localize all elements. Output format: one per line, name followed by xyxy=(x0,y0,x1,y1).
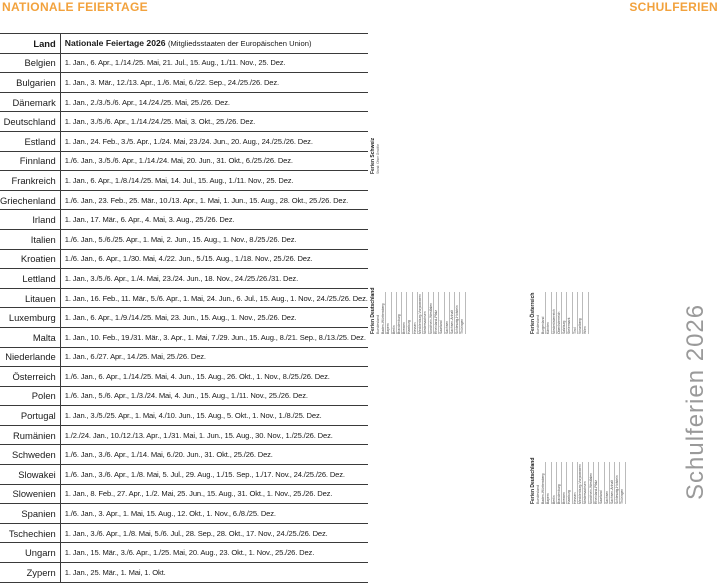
section-header-school-holidays: SCHULFERIEN xyxy=(629,0,718,14)
country-name: Finnland xyxy=(0,151,60,171)
national-holidays-table xyxy=(0,33,368,583)
country-name: Kroatien xyxy=(0,249,60,269)
holiday-dates: 1. Jan., 17. Mär., 6. Apr., 4. Mai, 3. Aug., 25./26. Dez. xyxy=(60,210,367,230)
country-name: Litauen xyxy=(0,288,60,308)
column-header-title: Nationale Feiertage 2026 xyxy=(64,38,166,49)
country-name: Polen xyxy=(0,386,60,406)
table-row xyxy=(0,465,368,485)
state-name: Hamburg xyxy=(567,462,572,504)
state-name: Nordrhein-Westfalen xyxy=(428,292,433,334)
school-holidays-sheet xyxy=(360,30,718,514)
country-name: Deutschland xyxy=(0,112,60,132)
austria-title: Ferien Österreich xyxy=(530,292,536,334)
state-name: Tirol xyxy=(572,292,577,334)
austria-table xyxy=(541,292,589,334)
state-name: Sachsen xyxy=(604,462,609,504)
holiday-dates: 1. Jan., 16. Feb., 11. Mär., 5./6. Apr., 1. Mai, 24. Jun., 6. Jul., 15. Aug., 1. Nov., 24./25./26. Dez. xyxy=(60,288,367,308)
state-name: Oberösterreich xyxy=(556,292,561,334)
state-name: Bayern xyxy=(386,292,391,334)
state-name: Sachsen xyxy=(444,292,449,334)
switzerland-title: Ferien Schweiz xyxy=(370,137,376,174)
country-name: Tschechien xyxy=(0,523,60,543)
austria-block xyxy=(530,184,589,334)
state-name: Mecklenburg-Vorpommern xyxy=(418,292,423,334)
holiday-dates: 1. Jan., 25. Mär., 1. Mai, 1. Okt. xyxy=(60,563,367,583)
table-row xyxy=(0,543,368,563)
country-name: Slowenien xyxy=(0,484,60,504)
state-name: Hessen xyxy=(572,462,577,504)
table-row xyxy=(0,327,368,347)
country-name: Luxemburg xyxy=(0,308,60,328)
state-name: Thüringen xyxy=(460,292,465,334)
table-row xyxy=(0,53,368,73)
column-header-land: Land xyxy=(0,34,60,54)
table-row xyxy=(0,288,368,308)
country-name: Schweden xyxy=(0,445,60,465)
holiday-dates: 1./6. Jan., 6. Apr., 1./14./25. Mai, 4. Jun., 15. Aug., 26. Okt., 1. Nov., 8./25./26. Dez. xyxy=(60,367,367,387)
holiday-dates: 1. Jan., 8. Feb., 27. Apr., 1./2. Mai, 25. Jun., 15. Aug., 31. Okt., 1. Nov., 25./26. Dez. xyxy=(60,484,367,504)
holiday-dates: 1./2./24. Jan., 10./12./13. Apr., 1./31. Mai, 1. Jun., 15. Aug., 30. Nov., 1./25./26. Dez. xyxy=(60,425,367,445)
country-name: Frankreich xyxy=(0,171,60,191)
holiday-dates: 1. Jan., 2./3./5./6. Apr., 14./24./25. Mai, 25./26. Dez. xyxy=(60,92,367,112)
holiday-dates: 1./6. Jan., 3./6. Apr., 1./8. Mai, 5. Jul., 29. Aug., 1./15. Sep., 1./17. Nov., 24./25./26. Dez. xyxy=(60,465,367,485)
state-name: Kärnten xyxy=(546,292,551,334)
holiday-dates: 1. Jan., 6. Apr., 1./14./25. Mai, 21. Jul., 15. Aug., 1./11. Nov., 25. Dez. xyxy=(60,53,367,73)
state-name: Salzburg xyxy=(562,292,567,334)
state-name: Niederösterreich xyxy=(551,292,556,334)
country-name: Spanien xyxy=(0,504,60,524)
table-header-row xyxy=(0,34,368,54)
list-item xyxy=(460,292,465,334)
table-row xyxy=(0,484,368,504)
list-item xyxy=(418,292,423,334)
state-name: Steiermark xyxy=(567,292,572,334)
table-row xyxy=(0,367,368,387)
list-item xyxy=(620,462,625,504)
table-row xyxy=(0,269,368,289)
table-row xyxy=(0,406,368,426)
country-name: Malta xyxy=(0,327,60,347)
holiday-dates: 1./6. Jan., 6. Apr., 1./30. Mai, 4./22. Jun., 5./15. Aug., 1./18. Nov., 25./26. Dez. xyxy=(60,249,367,269)
germany-title-2: Ferien Deutschland xyxy=(530,457,536,504)
country-name: Zypern xyxy=(0,563,60,583)
state-name: Sachsen-Anhalt xyxy=(609,462,614,504)
state-name: Nordrhein-Westfalen xyxy=(588,462,593,504)
table-row xyxy=(0,210,368,230)
holiday-dates: 1. Jan., 3./6. Apr., 1./8. Mai, 5./6. Jul., 28. Sep., 28. Okt., 17. Nov., 24./25./26. Dez. xyxy=(60,523,367,543)
state-name: Schleswig-Holstein xyxy=(615,462,620,504)
holiday-dates: 1./6. Jan., 5./6. Apr., 1./3./24. Mai, 4. Jun., 15. Aug., 1./11. Nov., 25./26. Dez. xyxy=(60,386,367,406)
table-row xyxy=(0,563,368,583)
germany-table xyxy=(381,292,466,334)
state-name: Schleswig-Holstein xyxy=(455,292,460,334)
holiday-dates: 1. Jan., 10. Feb., 19./31. Mär., 3. Apr., 1. Mai, 7./29. Jun., 15. Aug., 8./21. Sep., 8./13./25. Dez. xyxy=(60,327,367,347)
state-name: Niedersachsen xyxy=(423,292,428,334)
table-row xyxy=(0,190,368,210)
rotated-sheet-content xyxy=(360,30,718,514)
state-name: Sachsen-Anhalt xyxy=(449,292,454,334)
state-name: Bremen xyxy=(562,462,567,504)
table-row xyxy=(0,249,368,269)
table-row xyxy=(0,504,368,524)
holidays-table-body xyxy=(0,53,368,582)
state-name: Baden-Württemberg xyxy=(541,462,546,504)
germany-block-2 xyxy=(530,354,626,504)
germany-block xyxy=(370,184,466,334)
table-row xyxy=(0,151,368,171)
country-name: Griechenland xyxy=(0,190,60,210)
country-name: Ungarn xyxy=(0,543,60,563)
holiday-dates: 1. Jan., 24. Feb., 3./5. Apr., 1./24. Mai, 23./24. Jun., 20. Aug., 24./25./26. Dez. xyxy=(60,131,367,151)
country-name: Slowakei xyxy=(0,465,60,485)
state-name: Brandenburg xyxy=(396,292,401,334)
country-name: Niederlande xyxy=(0,347,60,367)
footnote: Stand: Ohne Gewähr xyxy=(376,144,380,174)
germany-table-2 xyxy=(541,462,626,504)
state-name: Brandenburg xyxy=(556,462,561,504)
state-name: Thüringen xyxy=(620,462,625,504)
state-name: Rheinland-Pfalz xyxy=(433,292,438,334)
country-name: Rumänien xyxy=(0,425,60,445)
holiday-dates: 1. Jan., 6. Apr., 1./9./14./25. Mai, 23. Jun., 15. Aug., 1. Nov., 25./26. Dez. xyxy=(60,308,367,328)
list-item xyxy=(578,462,583,504)
germany-subtitle-2: Bundesland xyxy=(536,485,540,504)
country-name: Bulgarien xyxy=(0,73,60,93)
table-row xyxy=(0,73,368,93)
table-row xyxy=(0,112,368,132)
table-row xyxy=(0,523,368,543)
table-row xyxy=(0,171,368,191)
state-name: Niedersachsen xyxy=(583,462,588,504)
holiday-dates: 1. Jan., 3./5./25. Apr., 1. Mai, 4./10. Jun., 15. Aug., 5. Okt., 1. Nov., 1./8./25. Dez. xyxy=(60,406,367,426)
table-row xyxy=(0,386,368,406)
holiday-dates: 1. Jan., 6. Apr., 1./8./14./25. Mai, 14. Jul., 15. Aug., 1./11. Nov., 25. Dez. xyxy=(60,171,367,191)
holiday-dates: 1. Jan., 6./27. Apr., 14./25. Mai, 25./26. Dez. xyxy=(60,347,367,367)
state-name: Hamburg xyxy=(407,292,412,334)
section-header-national-holidays: NATIONALE FEIERTAGE xyxy=(2,0,148,14)
country-name: Estland xyxy=(0,131,60,151)
holiday-dates: 1./6. Jan., 23. Feb., 25. Mär., 10./13. Apr., 1. Mai, 1. Jun., 15. Aug., 28. Okt., 25./26. Dez. xyxy=(60,190,367,210)
state-name: Mecklenburg-Vorpommern xyxy=(578,462,583,504)
state-name: Bayern xyxy=(546,462,551,504)
column-header-subtitle: (Mitgliedsstaaten der Europäischen Union) xyxy=(167,39,312,49)
germany-subtitle: Bundesland xyxy=(376,315,380,334)
holiday-dates: 1./6. Jan., 3./5./6. Apr., 1./14./24. Mai, 20. Jun., 31. Okt., 6./25./26. Dez. xyxy=(60,151,367,171)
country-name: Portugal xyxy=(0,406,60,426)
state-name: Berlin xyxy=(391,292,396,334)
state-name: Hessen xyxy=(412,292,417,334)
country-name: Italien xyxy=(0,229,60,249)
state-name: Berlin xyxy=(551,462,556,504)
table-row xyxy=(0,131,368,151)
table-row xyxy=(0,445,368,465)
table-row xyxy=(0,92,368,112)
germany-title: Ferien Deutschland xyxy=(370,287,376,334)
country-name: Österreich xyxy=(0,367,60,387)
holiday-dates: 1. Jan., 15. Mär., 3./6. Apr., 1./25. Mai, 20. Aug., 23. Okt., 1. Nov., 25./26. Dez. xyxy=(60,543,367,563)
state-name: Bremen xyxy=(402,292,407,334)
list-item xyxy=(583,292,588,334)
table-row xyxy=(0,347,368,367)
state-name: Saarland xyxy=(599,462,604,504)
country-name: Dänemark xyxy=(0,92,60,112)
table-row xyxy=(0,229,368,249)
switzerland-block xyxy=(370,44,380,174)
state-name: Saarland xyxy=(439,292,444,334)
state-name: Wien xyxy=(583,292,588,334)
holiday-dates: 1. Jan., 3. Mär., 12./13. Apr., 1./6. Mai, 6./22. Sep., 24./25./26. Dez. xyxy=(60,73,367,93)
state-name: Rheinland-Pfalz xyxy=(593,462,598,504)
austria-subtitle: Bundesland xyxy=(536,315,540,334)
state-name: Vorarlberg xyxy=(578,292,583,334)
country-name: Irland xyxy=(0,210,60,230)
country-name: Belgien xyxy=(0,53,60,73)
table-row xyxy=(0,425,368,445)
column-header-holidays xyxy=(60,34,367,54)
holiday-dates: 1./6. Jan., 5./6./25. Apr., 1. Mai, 2. Jun., 15. Aug., 1. Nov., 8./25./26. Dez. xyxy=(60,229,367,249)
holiday-dates: 1./6. Jan., 3. Apr., 1. Mai, 15. Aug., 12. Okt., 1. Nov., 6./8./25. Dez. xyxy=(60,504,367,524)
holiday-dates: 1./6. Jan., 3./6. Apr., 1./14. Mai, 6./20. Jun., 31. Okt., 25./26. Dez. xyxy=(60,445,367,465)
table-row xyxy=(0,308,368,328)
country-name: Lettland xyxy=(0,269,60,289)
state-name: Baden-Württemberg xyxy=(381,292,386,334)
holiday-dates: 1. Jan., 3./5./6. Apr., 1./14./24./25. Mai, 3. Okt., 25./26. Dez. xyxy=(60,112,367,132)
holiday-dates: 1. Jan., 3./5./6. Apr., 1./4. Mai, 23./24. Jun., 18. Nov., 24./25./26./31. Dez. xyxy=(60,269,367,289)
school-holidays-title: Schulferien 2026 xyxy=(682,303,709,500)
state-name: Burgenland xyxy=(541,292,546,334)
